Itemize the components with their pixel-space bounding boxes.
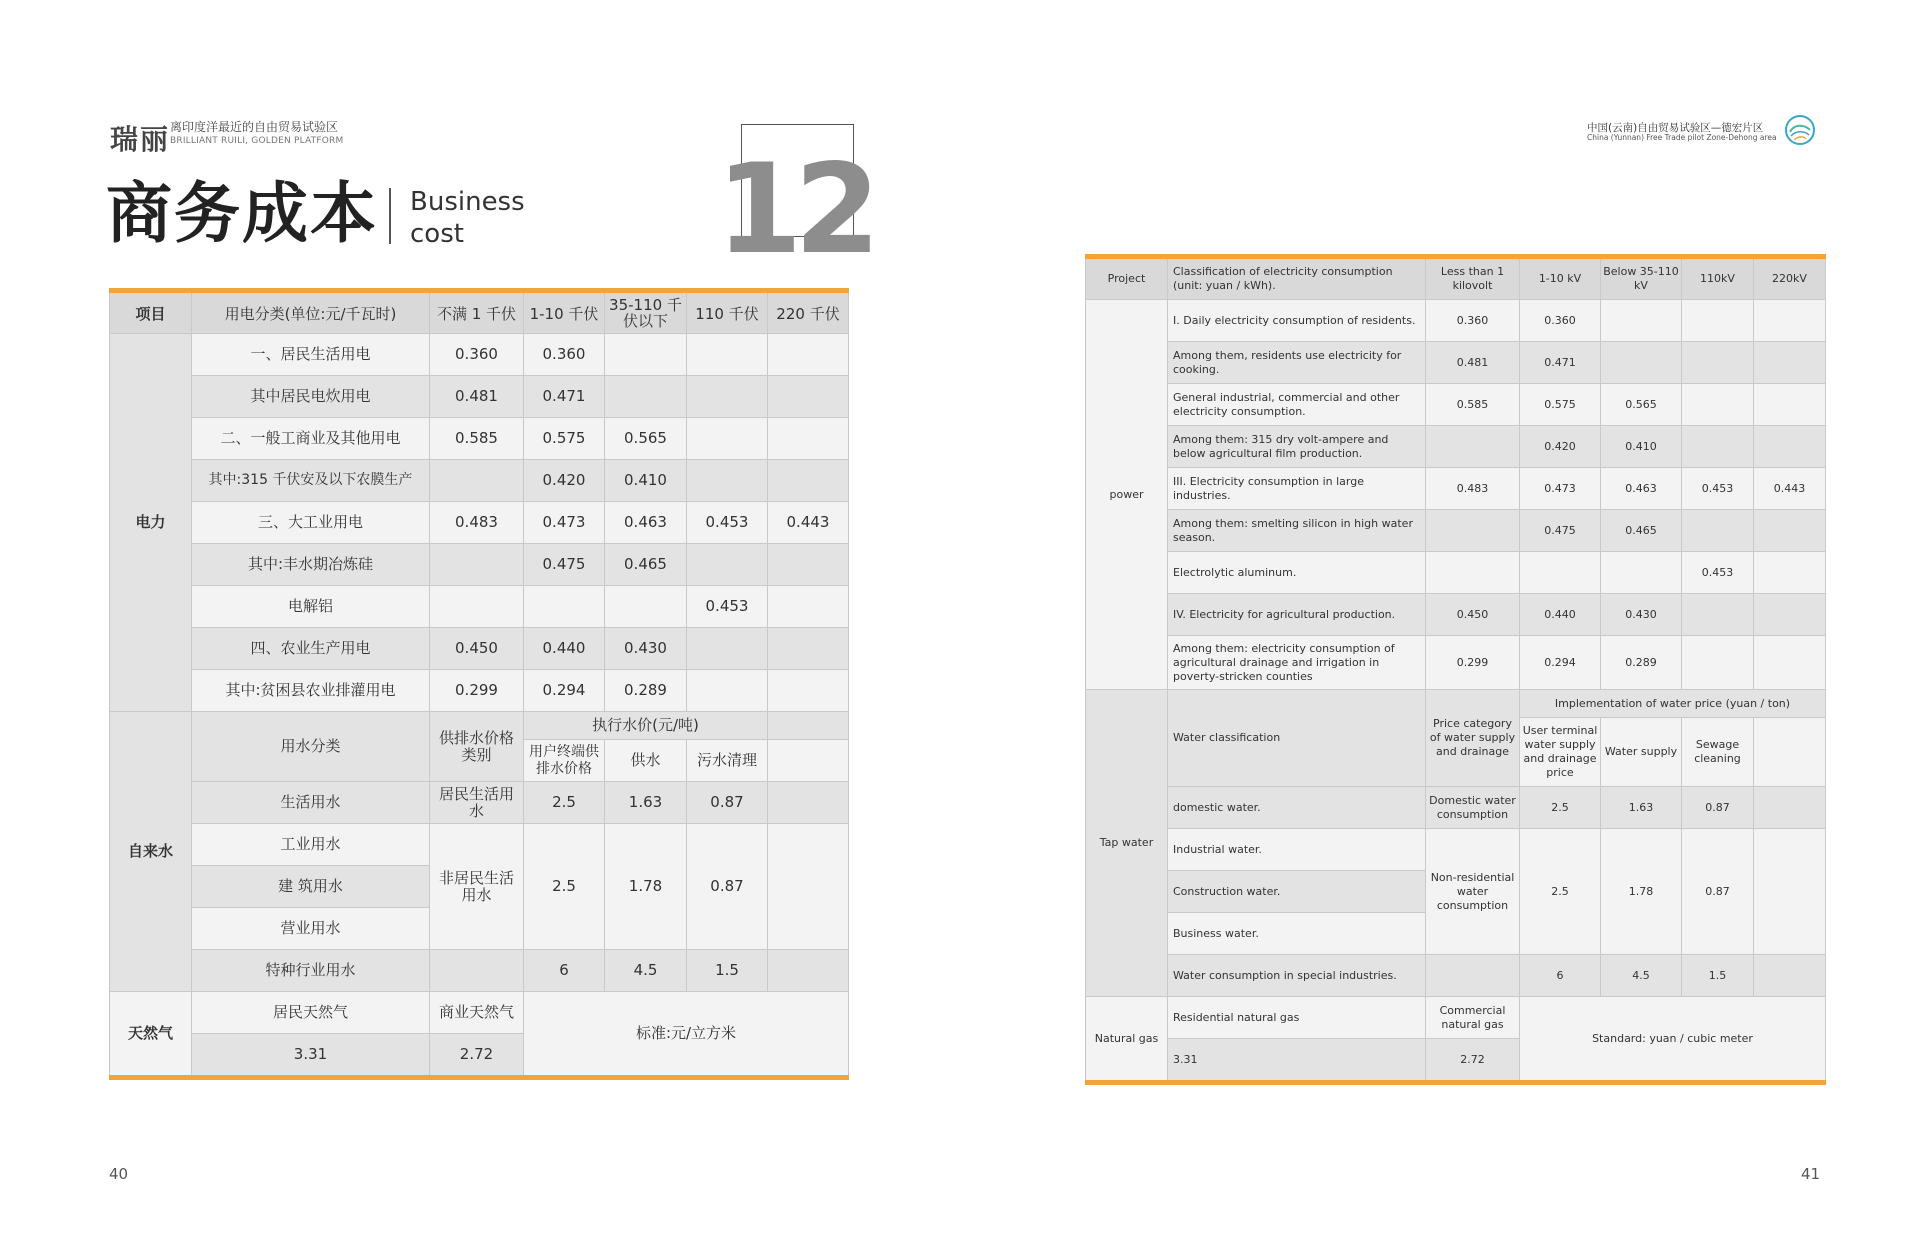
table-cell: 0.471 [1520, 342, 1601, 384]
table-cell: Commercial natural gas [1426, 997, 1520, 1039]
table-cell: Among them: 315 dry volt-ampere and below agricultural film production. [1168, 426, 1426, 468]
table-header: Classification of electricity consumption (unit: yuan / kWh). [1168, 257, 1426, 300]
table-cell: 建 筑用水 [192, 866, 430, 908]
table-cell: 居民生活用水 [430, 782, 524, 824]
zone-logo-text-en: China (Yunnan) Free Trade pilot Zone-Dehong area [1587, 133, 1777, 142]
table-cell: 其中居民电炊用电 [192, 376, 430, 418]
table-cell: Industrial water. [1168, 829, 1426, 871]
table-cell: 0.463 [605, 502, 687, 544]
table-cell: Standard: yuan / cubic meter [1520, 997, 1826, 1083]
table-cell: 1.78 [605, 824, 687, 950]
logo-tagline-en: BRILLIANT RUILI, GOLDEN PLATFORM [170, 136, 344, 146]
table-cell: 0.360 [1520, 300, 1601, 342]
table-cell: 二、一般工商业及其他用电 [192, 418, 430, 460]
table-cell [768, 334, 849, 376]
table-cell: 0.87 [1682, 787, 1754, 829]
table-cell: 0.473 [1520, 468, 1601, 510]
table-cell: 4.5 [605, 950, 687, 992]
category-cell-tap-water: Tap water [1086, 690, 1168, 997]
table-cell: 0.360 [524, 334, 605, 376]
table-header: 项目 [110, 291, 192, 334]
table-cell: Electrolytic aluminum. [1168, 552, 1426, 594]
table-cell: I. Daily electricity consumption of residents. [1168, 300, 1426, 342]
table-cell: 0.481 [1426, 342, 1520, 384]
table-subheader: Implementation of water price (yuan / ton) [1520, 690, 1826, 718]
category-cell-gas: 天然气 [110, 992, 192, 1078]
table-cell: 0.443 [768, 502, 849, 544]
table-cell [430, 544, 524, 586]
table-cell [1520, 552, 1601, 594]
chapter-number: 12 [716, 138, 873, 282]
table-cell: 电解铝 [192, 586, 430, 628]
table-cell: 0.294 [1520, 636, 1601, 690]
table-cell: 0.87 [1682, 829, 1754, 955]
table-cell: 2.5 [1520, 787, 1601, 829]
table-cell [430, 586, 524, 628]
category-cell-water: 自来水 [110, 712, 192, 992]
table-cell: 3.31 [192, 1034, 430, 1078]
table-cell: 6 [524, 950, 605, 992]
table-cell: Water consumption in special industries. [1168, 955, 1426, 997]
table-header: 不满 1 千伏 [430, 291, 524, 334]
table-subheader: User terminal water supply and drainage price [1520, 718, 1601, 787]
table-cell: III. Electricity consumption in large industries. [1168, 468, 1426, 510]
table-subheader: 供水 [605, 740, 687, 782]
table-cell: 其中:贫困县农业排灌用电 [192, 670, 430, 712]
table-cell: 0.289 [1601, 636, 1682, 690]
table-cell: Domestic water consumption [1426, 787, 1520, 829]
table-cell: Among them: smelting silicon in high water season. [1168, 510, 1426, 552]
category-cell-electricity: 电力 [110, 334, 192, 712]
table-cell: 0.481 [430, 376, 524, 418]
table-cell: 0.430 [1601, 594, 1682, 636]
table-cell: Non-residential water consumption [1426, 829, 1520, 955]
table-header: Less than 1 kilovolt [1426, 257, 1520, 300]
table-subheader: 用户终端供排水价格 [524, 740, 605, 782]
table-cell: 居民天然气 [192, 992, 430, 1034]
table-cell [430, 950, 524, 992]
table-cell: 生活用水 [192, 782, 430, 824]
table-cell: 0.585 [430, 418, 524, 460]
table-subheader: Sewage cleaning [1682, 718, 1754, 787]
table-cell [1754, 955, 1826, 997]
table-cell: 0.360 [1426, 300, 1520, 342]
table-cell [524, 586, 605, 628]
table-cell: 四、农业生产用电 [192, 628, 430, 670]
table-cell: 0.565 [605, 418, 687, 460]
table-header-row [1086, 257, 1826, 300]
table-header: 110 千伏 [687, 291, 768, 334]
table-cell: 其中:315 千伏安及以下农膜生产 [192, 460, 430, 502]
table-row [110, 628, 849, 670]
table-cell: 0.289 [605, 670, 687, 712]
table-row [110, 376, 849, 418]
table-subheader: 用水分类 [192, 712, 430, 782]
business-cost-table-cn [109, 288, 849, 1080]
water-rows [1086, 690, 1826, 997]
table-subheader: Water classification [1168, 690, 1426, 787]
table-row [110, 712, 849, 740]
table-cell [687, 460, 768, 502]
table-cell: 0.420 [1520, 426, 1601, 468]
table-cell: 0.450 [1426, 594, 1520, 636]
table-subheader: Water supply [1601, 718, 1682, 787]
table-header: 1-10 千伏 [524, 291, 605, 334]
electricity-rows [110, 334, 849, 712]
table-cell: 1.78 [1601, 829, 1682, 955]
table-row [1086, 829, 1826, 871]
table-subheader: Price category of water supply and drainage [1426, 690, 1520, 787]
table-cell: 三、大工业用电 [192, 502, 430, 544]
table-cell [1754, 510, 1826, 552]
table-cell: Residential natural gas [1168, 997, 1426, 1039]
table-cell: 0.475 [524, 544, 605, 586]
table-header: 1-10 kV [1520, 257, 1601, 300]
table-row [1086, 384, 1826, 426]
table-row [110, 992, 849, 1034]
table-cell: 2.72 [1426, 1039, 1520, 1083]
table-cell [687, 418, 768, 460]
table-cell: General industrial, commercial and other electricity consumption. [1168, 384, 1426, 426]
table-cell: 0.430 [605, 628, 687, 670]
table-cell [1754, 552, 1826, 594]
table-cell: 3.31 [1168, 1039, 1426, 1083]
table-cell: 营业用水 [192, 908, 430, 950]
table-cell: 0.440 [524, 628, 605, 670]
table-header-row [110, 291, 849, 334]
table-cell [687, 544, 768, 586]
table-cell [768, 740, 849, 782]
table-cell: 0.565 [1601, 384, 1682, 426]
table-cell: 2.72 [430, 1034, 524, 1078]
table-cell: 0.465 [1601, 510, 1682, 552]
table-cell [1682, 426, 1754, 468]
table-cell: 0.483 [430, 502, 524, 544]
table-row [1086, 787, 1826, 829]
table-row [1086, 636, 1826, 690]
table-cell [1682, 636, 1754, 690]
water-rows [110, 712, 849, 992]
table-cell [687, 334, 768, 376]
table-cell: 特种行业用水 [192, 950, 430, 992]
category-cell-natural-gas: Natural gas [1086, 997, 1168, 1083]
table-cell [768, 824, 849, 950]
table-cell [1682, 594, 1754, 636]
table-cell: 0.453 [687, 502, 768, 544]
table-row [110, 460, 849, 502]
table-cell: 0.453 [1682, 552, 1754, 594]
table-cell: 0.471 [524, 376, 605, 418]
table-subheader: 供排水价格类别 [430, 712, 524, 782]
table-row [110, 950, 849, 992]
table-cell [768, 376, 849, 418]
page-title-en: Business cost [410, 187, 525, 249]
table-cell: 0.450 [430, 628, 524, 670]
table-cell [1426, 426, 1520, 468]
table-cell: 0.410 [605, 460, 687, 502]
table-cell [687, 628, 768, 670]
table-row [1086, 594, 1826, 636]
table-cell [1426, 955, 1520, 997]
table-cell [768, 950, 849, 992]
table-subheader: 污水清理 [687, 740, 768, 782]
table-cell [605, 376, 687, 418]
table-row [110, 670, 849, 712]
table-cell [1754, 594, 1826, 636]
table-cell [1682, 510, 1754, 552]
table-cell: 0.465 [605, 544, 687, 586]
table-cell: 0.463 [1601, 468, 1682, 510]
table-cell: 0.299 [1426, 636, 1520, 690]
table-row [1086, 510, 1826, 552]
table-cell [1682, 300, 1754, 342]
page-number: 41 [1801, 1165, 1821, 1183]
table-row [110, 782, 849, 824]
table-cell [1754, 787, 1826, 829]
table-cell: 2.5 [524, 782, 605, 824]
table-row [1086, 552, 1826, 594]
gas-rows [1086, 997, 1826, 1083]
table-cell [768, 670, 849, 712]
table-cell: 商业天然气 [430, 992, 524, 1034]
page-title-cn: 商务成本 [106, 175, 378, 252]
table-header: 220kV [1754, 257, 1826, 300]
table-cell: 0.420 [524, 460, 605, 502]
table-cell [1754, 342, 1826, 384]
table-row [1086, 955, 1826, 997]
table-row [1086, 468, 1826, 510]
table-cell: 2.5 [1520, 829, 1601, 955]
table-cell: 0.87 [687, 824, 768, 950]
table-row [110, 824, 849, 866]
table-cell [1754, 636, 1826, 690]
table-cell [1601, 300, 1682, 342]
business-cost-table-en [1085, 254, 1826, 1085]
table-cell: 工业用水 [192, 824, 430, 866]
table-cell: Construction water. [1168, 871, 1426, 913]
table-header: 用电分类(单位:元/千瓦时) [192, 291, 430, 334]
table-cell [1426, 510, 1520, 552]
table-cell [430, 460, 524, 502]
page-number: 40 [109, 1165, 129, 1183]
table-header: 220 千伏 [768, 291, 849, 334]
table-cell: 1.5 [687, 950, 768, 992]
table-cell: 一、居民生活用电 [192, 334, 430, 376]
table-cell [768, 544, 849, 586]
table-cell: 0.87 [687, 782, 768, 824]
table-cell: 0.440 [1520, 594, 1601, 636]
table-cell: 1.5 [1682, 955, 1754, 997]
table-header: 35-110 千伏以下 [605, 291, 687, 334]
table-cell: 0.575 [1520, 384, 1601, 426]
table-cell [768, 782, 849, 824]
table-header: Below 35-110 kV [1601, 257, 1682, 300]
table-cell: 0.483 [1426, 468, 1520, 510]
table-row [110, 334, 849, 376]
electricity-rows [1086, 300, 1826, 690]
table-cell: 0.360 [430, 334, 524, 376]
table-cell [687, 376, 768, 418]
right-page [959, 0, 1918, 1257]
table-cell: 1.63 [605, 782, 687, 824]
table-cell [1754, 426, 1826, 468]
table-cell [1754, 718, 1826, 787]
table-cell [768, 712, 849, 740]
table-row [1086, 426, 1826, 468]
table-cell: 2.5 [524, 824, 605, 950]
table-cell [687, 670, 768, 712]
table-cell [1601, 342, 1682, 384]
logo-tagline-cn: 离印度洋最近的自由贸易试验区 [170, 120, 339, 134]
table-row [1086, 690, 1826, 718]
table-cell: Business water. [1168, 913, 1426, 955]
table-cell: 0.585 [1426, 384, 1520, 426]
table-cell [1426, 552, 1520, 594]
table-cell [768, 418, 849, 460]
table-row [1086, 997, 1826, 1039]
table-row [1086, 300, 1826, 342]
table-cell: Among them: electricity consumption of agricultural drainage and irrigation in poverty-stricken counties [1168, 636, 1426, 690]
table-row [110, 586, 849, 628]
table-cell [768, 460, 849, 502]
table-cell: 0.453 [687, 586, 768, 628]
table-header: Project [1086, 257, 1168, 300]
table-cell [1682, 342, 1754, 384]
table-cell: IV. Electricity for agricultural production. [1168, 594, 1426, 636]
table-cell: 标准:元/立方米 [524, 992, 849, 1078]
table-cell [1601, 552, 1682, 594]
table-cell [1754, 300, 1826, 342]
table-cell: 非居民生活用水 [430, 824, 524, 950]
table-cell [605, 334, 687, 376]
table-cell: 0.473 [524, 502, 605, 544]
table-cell: 4.5 [1601, 955, 1682, 997]
table-cell: 0.443 [1754, 468, 1826, 510]
table-cell: 其中:丰水期冶炼硅 [192, 544, 430, 586]
table-row [110, 544, 849, 586]
title-divider [389, 188, 391, 244]
table-header: 110kV [1682, 257, 1754, 300]
table-row [110, 418, 849, 460]
table-cell: 1.63 [1601, 787, 1682, 829]
table-cell: 6 [1520, 955, 1601, 997]
table-cell [768, 628, 849, 670]
table-cell: 0.294 [524, 670, 605, 712]
table-cell [1754, 829, 1826, 955]
table-cell: Among them, residents use electricity for cooking. [1168, 342, 1426, 384]
table-subheader: 执行水价(元/吨) [524, 712, 768, 740]
table-cell: 0.299 [430, 670, 524, 712]
table-cell [605, 586, 687, 628]
table-row [1086, 342, 1826, 384]
table-cell: domestic water. [1168, 787, 1426, 829]
table-cell: 0.575 [524, 418, 605, 460]
table-cell: 0.453 [1682, 468, 1754, 510]
table-cell [1682, 384, 1754, 426]
swirl-globe-icon [1784, 114, 1816, 146]
ruili-logo: 瑞丽 [110, 123, 171, 156]
table-cell [768, 586, 849, 628]
table-row [110, 502, 849, 544]
table-cell: 0.410 [1601, 426, 1682, 468]
gas-rows [110, 992, 849, 1078]
zone-logo-text-cn: 中国(云南)自由贸易试验区—德宏片区 [1587, 122, 1764, 134]
category-cell-power: power [1086, 300, 1168, 690]
table-cell: 0.475 [1520, 510, 1601, 552]
table-cell [1754, 384, 1826, 426]
